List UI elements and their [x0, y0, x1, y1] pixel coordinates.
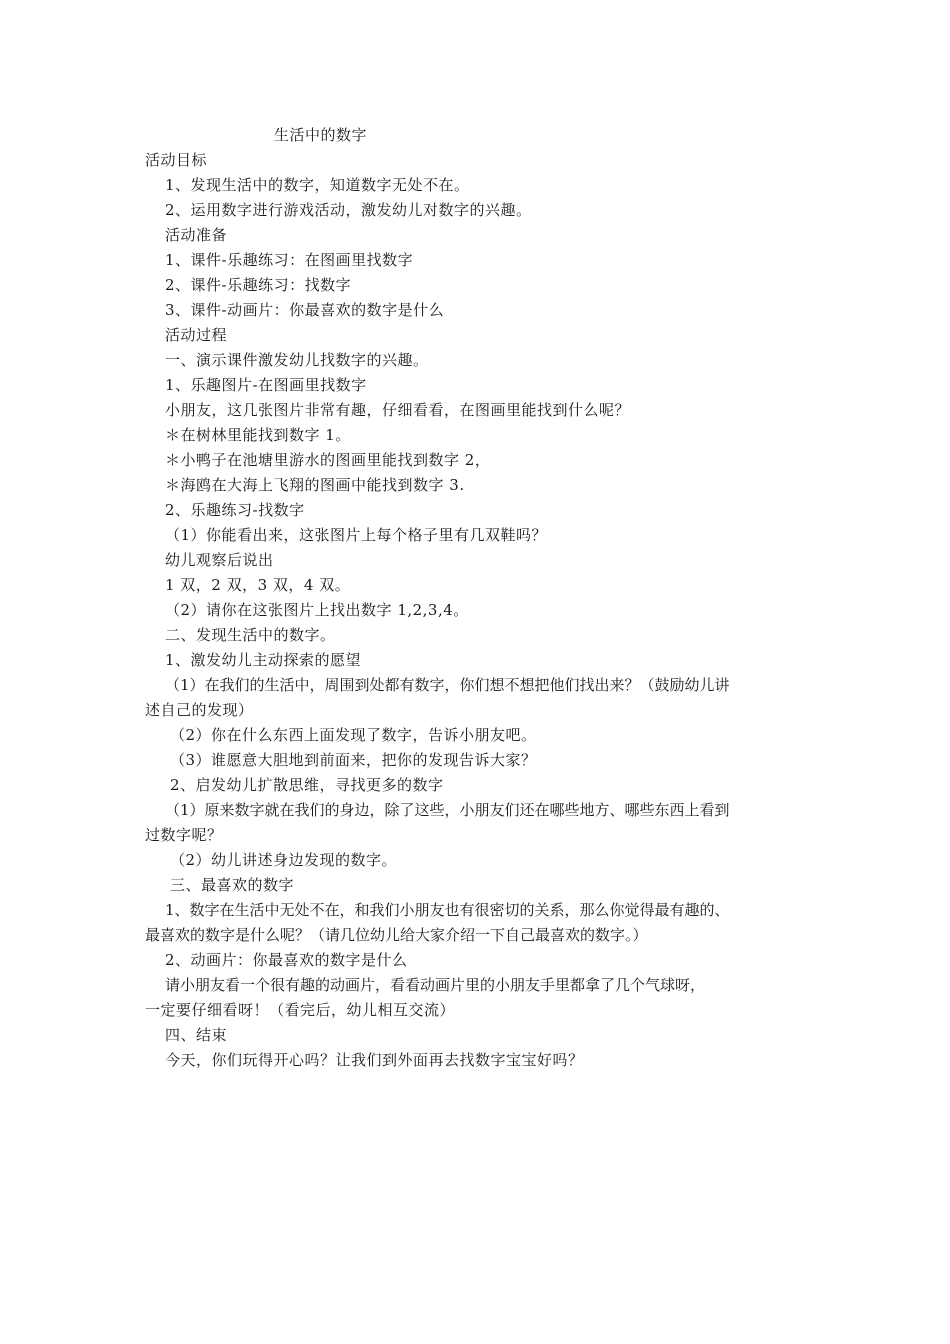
text-line: 2、课件-乐趣练习：找数字 — [165, 276, 352, 294]
text-line: （2）你在什么东西上面发现了数字，告诉小朋友吧。 — [170, 726, 537, 744]
text-line: 最喜欢的数字是什么呢？（请几位幼儿给大家介绍一下自己最喜欢的数字。） — [145, 926, 648, 944]
document-title: 生活中的数字 — [274, 126, 368, 144]
text-line: 1、发现生活中的数字，知道数字无处不在。 — [165, 176, 470, 194]
text-line: 小朋友，这几张图片非常有趣，仔细看看，在图画里能找到什么呢？ — [165, 401, 631, 419]
section-heading: 一、演示课件激发幼儿找数字的兴趣。 — [165, 351, 429, 369]
text-line: 1、课件-乐趣练习：在图画里找数字 — [165, 251, 414, 269]
text-line: （2）请你在这张图片上找出数字 1,2,3,4。 — [165, 601, 469, 619]
section-heading: 三、最喜欢的数字 — [170, 876, 295, 894]
bullet-line: ＊小鸭子在池塘里游水的图画里能找到数字 2， — [165, 451, 491, 469]
section-heading: 四、结束 — [165, 1026, 228, 1044]
text-line: 一定要仔细看呀！（看完后，幼儿相互交流） — [145, 1001, 456, 1019]
text-line: 2、运用数字进行游戏活动，激发幼儿对数字的兴趣。 — [165, 201, 532, 219]
text-line: 1、激发幼儿主动探索的愿望 — [165, 651, 362, 669]
text-line: （2）幼儿讲述身边发现的数字。 — [170, 851, 398, 869]
text-line: （1）在我们的生活中，周围到处都有数字，你们想不想把他们找出来？（鼓励幼儿讲 — [165, 676, 730, 694]
text-line: 今天，你们玩得开心吗？让我们到外面再去找数字宝宝好吗？ — [165, 1051, 584, 1069]
bullet-line: ＊在树林里能找到数字 1。 — [165, 426, 351, 444]
heading-activity-preparation: 活动准备 — [165, 226, 228, 244]
text-line: 过数字呢？ — [145, 826, 223, 844]
text-line: 幼儿观察后说出 — [165, 551, 274, 569]
text-line: 2、乐趣练习-找数字 — [165, 501, 305, 519]
text-line: 请小朋友看一个很有趣的动画片，看看动画片里的小朋友手里都拿了几个气球呀， — [165, 976, 706, 994]
text-line: 1、乐趣图片-在图画里找数字 — [165, 376, 367, 394]
text-line: 1、数字在生活中无处不在，和我们小朋友也有很密切的关系，那么你觉得最有趣的、 — [165, 901, 730, 919]
text-line: 3、课件-动画片：你最喜欢的数字是什么 — [165, 301, 445, 319]
text-line: 1 双，2 双，3 双，4 双。 — [165, 576, 351, 594]
text-line: （1）你能看出来，这张图片上每个格子里有几双鞋吗？ — [165, 526, 548, 544]
heading-activity-goals: 活动目标 — [145, 151, 208, 169]
heading-activity-process: 活动过程 — [165, 326, 228, 344]
text-line: 2、动画片：你最喜欢的数字是什么 — [165, 951, 408, 969]
text-line: 述自己的发现） — [145, 701, 254, 719]
bullet-line: ＊海鸥在大海上飞翔的图画中能找到数字 3. — [165, 476, 465, 494]
text-line: 2、启发幼儿扩散思维，寻找更多的数字 — [170, 776, 444, 794]
text-line: （1）原来数字就在我们的身边，除了这些，小朋友们还在哪些地方、哪些东西上看到 — [165, 801, 730, 819]
section-heading: 二、发现生活中的数字。 — [165, 626, 336, 644]
text-line: （3）谁愿意大胆地到前面来，把你的发现告诉大家？ — [170, 751, 537, 769]
